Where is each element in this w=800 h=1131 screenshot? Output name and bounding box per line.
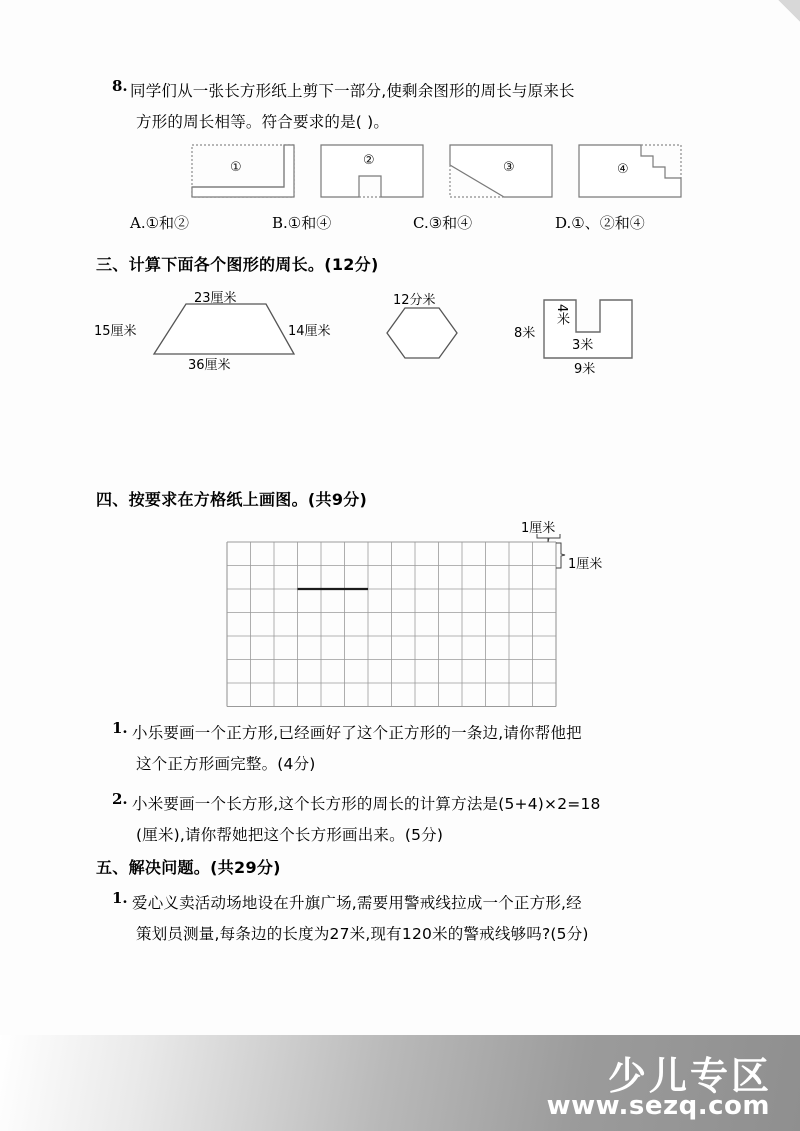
figure-shape-1-svg (190, 143, 298, 201)
choice-a[interactable]: A.①和② (130, 214, 190, 232)
figure-shape-4 (577, 143, 685, 201)
figure-shape-3-svg (448, 143, 556, 201)
u-shape-left-label: 8米 (514, 326, 536, 341)
question-8-text-line-1: 同学们从一张长方形纸上剪下一部分,使剩余图形的周长与原来长 (130, 82, 575, 100)
figure-u-shape (514, 294, 656, 377)
section-4-question-1-line-2: 这个正方形画完整。(4分) (136, 755, 316, 773)
section-4-question-2-number: 2. (112, 790, 128, 808)
figure-shape-2 (319, 143, 427, 201)
figure-shape-4-svg (577, 143, 685, 201)
section-4-question-2-line-2: (厘米),请你帮她把这个长方形画出来。(5分) (136, 826, 444, 844)
figure-shape-3 (448, 143, 556, 201)
section-4-question-2-line-1: 小米要画一个长方形,这个长方形的周长的计算方法是(5+4)×2=18 (132, 795, 601, 813)
figure-shape-3-label: ③ (503, 160, 515, 175)
watermark-brand: 少儿专区 (607, 1054, 772, 1098)
section-4-question-1-line-1: 小乐要画一个正方形,已经画好了这个正方形的一条边,请你帮他把 (132, 724, 582, 742)
page-corner-fold-icon (778, 0, 800, 22)
graph-paper-grid[interactable] (226, 541, 557, 712)
grid-cell-top-label: 1厘米 (521, 521, 556, 536)
watermark-url: www.sezq.com (546, 1091, 770, 1121)
u-shape-bottom-label: 9米 (574, 362, 596, 377)
figure-shape-1-label: ① (230, 160, 242, 175)
footer-watermark (0, 1035, 800, 1131)
graph-paper-svg[interactable] (226, 541, 557, 708)
question-8-number: 8. (112, 77, 128, 95)
figure-shape-1 (190, 143, 298, 201)
section-5-question-1-line-1: 爱心义卖活动场地设在升旗广场,需要用警戒线拉成一个正方形,经 (132, 894, 582, 912)
figure-trapezoid (94, 291, 331, 373)
section-3-heading: 三、计算下面各个图形的周长。(12分) (96, 255, 379, 274)
figure-shape-4-label: ④ (617, 162, 629, 177)
section-5-question-1-line-2: 策划员测量,每条边的长度为27米,现有120米的警戒线够吗?(5分) (136, 925, 589, 943)
u-shape-inner-vertical-label: 4米 (554, 304, 569, 326)
trapezoid-left-label: 15厘米 (94, 324, 137, 339)
figure-shape-2-label: ② (363, 153, 375, 168)
figure-shape-2-svg (319, 143, 427, 201)
trapezoid-top-label: 23厘米 (194, 291, 237, 306)
trapezoid-bottom-label: 36厘米 (188, 358, 231, 373)
question-8-text-line-2: 方形的周长相等。符合要求的是( )。 (136, 113, 390, 131)
hexagon-side-label: 12分米 (393, 293, 436, 308)
choice-b[interactable]: B.①和④ (272, 214, 332, 232)
section-5-heading: 五、解决问题。(共29分) (96, 858, 281, 877)
choice-d[interactable]: D.①、②和④ (555, 214, 645, 232)
section-3-figures (96, 282, 716, 392)
section-5-question-1-number: 1. (112, 889, 128, 907)
grid-brace-right-icon (556, 542, 566, 570)
question-8-choices (112, 212, 712, 238)
question-8-figures (112, 143, 712, 205)
section-4-heading: 四、按要求在方格纸上画图。(共9分) (96, 490, 368, 509)
figure-hexagon-svg (381, 302, 471, 364)
grid-cell-right-label: 1厘米 (568, 557, 603, 572)
section-4-question-1-number: 1. (112, 719, 128, 737)
choice-c[interactable]: C.③和④ (413, 214, 473, 232)
u-shape-notch-label: 3米 (572, 338, 594, 353)
trapezoid-right-label: 14厘米 (288, 324, 331, 339)
figure-hexagon (381, 293, 471, 364)
